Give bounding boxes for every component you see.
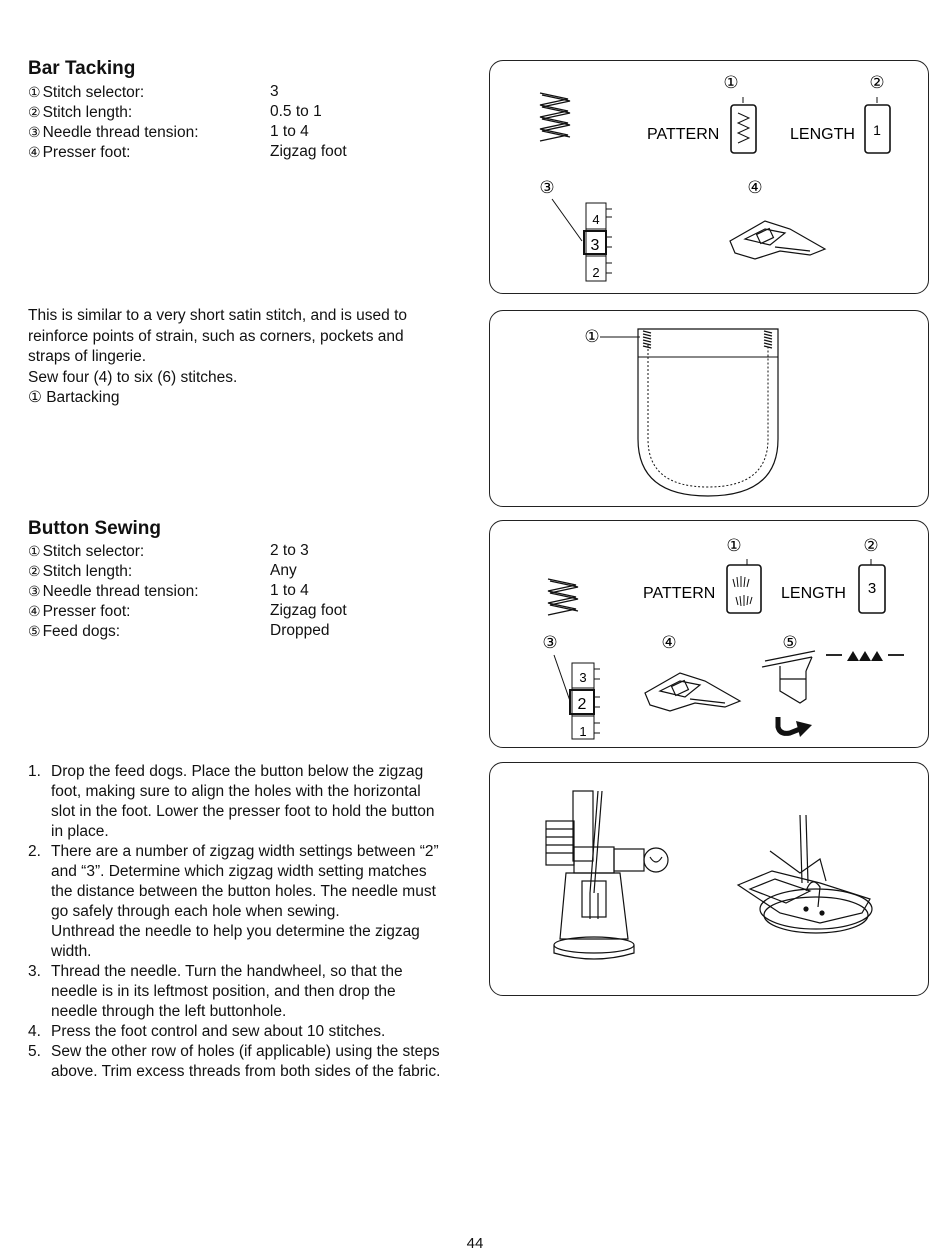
bar-tacking-settings <box>28 82 347 162</box>
callout-3: ③ <box>542 633 558 653</box>
page-number: 44 <box>466 1235 484 1252</box>
bartack-mark-left <box>643 331 651 348</box>
button-sewing-illustration <box>489 762 929 996</box>
callout-1: ① <box>723 73 739 93</box>
list-item: 2. There are a number of zigzag width settings between “2” and “3”. Determine which zigzag width setting matches the distance between the button holes. The needle must go safely through each hole when sewing. Unthread the needle to help you determine the zigzag width. <box>28 843 439 960</box>
zigzag-foot-icon <box>730 221 825 259</box>
setting-row: ① Stitch selector: 3 <box>28 83 279 101</box>
bartacking-pocket-diagram <box>489 310 929 507</box>
button-sewing-steps <box>28 762 483 1082</box>
pocket-svg <box>490 311 930 508</box>
button-settings-svg <box>490 521 930 749</box>
zigzag-stitch-icon <box>540 93 570 141</box>
presser-foot-angled-view <box>738 815 872 933</box>
list-item: 3. Thread the needle. Turn the handwheel, so that the needle is in its leftmost position, and then drop the needle through the left buttonhole. <box>28 963 403 1020</box>
button-sewing-svg <box>490 763 930 997</box>
feed-dog-lever-icon <box>762 651 815 703</box>
length-window-value: 1 <box>873 122 881 138</box>
length-label: LENGTH <box>790 126 855 143</box>
length-window-value: 3 <box>867 580 877 597</box>
callout-bartacking: ① <box>584 327 600 347</box>
bar-tacking-description: This is similar to a very short satin stitch, and is used to reinforce points of strain, such as corners, pockets and straps of lingerie. Sew four (4) to six (6) stitches. ① Bartacking <box>28 307 408 406</box>
setting-row: ④ Presser foot: Zigzag foot <box>28 602 347 620</box>
list-item: 5. Sew the other row of holes (if applicable) using the steps above. Trim excess threads from both sides of the fabric. <box>28 1043 441 1080</box>
pattern-label: PATTERN <box>647 126 720 143</box>
callout-2: ② <box>863 536 879 556</box>
button-sewing-settings-diagram <box>489 520 929 748</box>
svg-text:2: 2 <box>577 696 587 713</box>
settings-diagram-svg <box>490 61 930 295</box>
setting-row: ④ Presser foot: Zigzag foot <box>28 143 347 161</box>
button-sewing-title: Button Sewing <box>28 518 161 539</box>
svg-text:1: 1 <box>579 724 587 739</box>
svg-text:4: 4 <box>592 212 600 227</box>
length-label: LENGTH <box>781 585 846 602</box>
zigzag-foot-icon <box>645 673 740 711</box>
zigzag-stitch-icon <box>548 579 578 615</box>
tension-dial <box>570 663 600 739</box>
button-sewing-settings <box>28 541 347 641</box>
bar-tacking-settings-diagram <box>489 60 929 294</box>
tension-dial <box>584 203 612 281</box>
presser-foot-front-view <box>546 791 668 959</box>
callout-5: ⑤ <box>782 633 798 653</box>
setting-row: ⑤ Feed dogs: Dropped <box>28 622 330 640</box>
pattern-window <box>731 105 756 153</box>
drop-arrow-icon <box>778 717 812 737</box>
list-item: 1. Drop the feed dogs. Place the button below the zigzag foot, making sure to align the holes with the horizontal slot in the foot. Lower the presser foot to hold the button in place. <box>28 763 435 840</box>
list-item: 4. Press the foot control and sew about 10 stitches. <box>28 1023 386 1040</box>
setting-row: ③ Needle thread tension: 1 to 4 <box>28 582 309 600</box>
setting-row: ② Stitch length: Any <box>28 562 297 580</box>
svg-text:3: 3 <box>590 237 600 254</box>
svg-text:2: 2 <box>592 265 600 280</box>
callout-2: ② <box>869 73 885 93</box>
pattern-label: PATTERN <box>643 585 716 602</box>
callout-1: ① <box>726 536 742 556</box>
setting-row: ① Stitch selector: 2 to 3 <box>28 542 309 560</box>
bartack-mark-right <box>764 331 772 348</box>
svg-text:3: 3 <box>579 670 587 685</box>
callout-3: ③ <box>539 178 555 198</box>
setting-row: ③ Needle thread tension: 1 to 4 <box>28 123 309 141</box>
bar-tacking-title: Bar Tacking <box>28 58 136 79</box>
callout-4: ④ <box>747 178 763 198</box>
callout-4: ④ <box>661 633 677 653</box>
setting-row: ② Stitch length: 0.5 to 1 <box>28 103 322 121</box>
feed-dog-dropped-symbol <box>826 651 904 661</box>
